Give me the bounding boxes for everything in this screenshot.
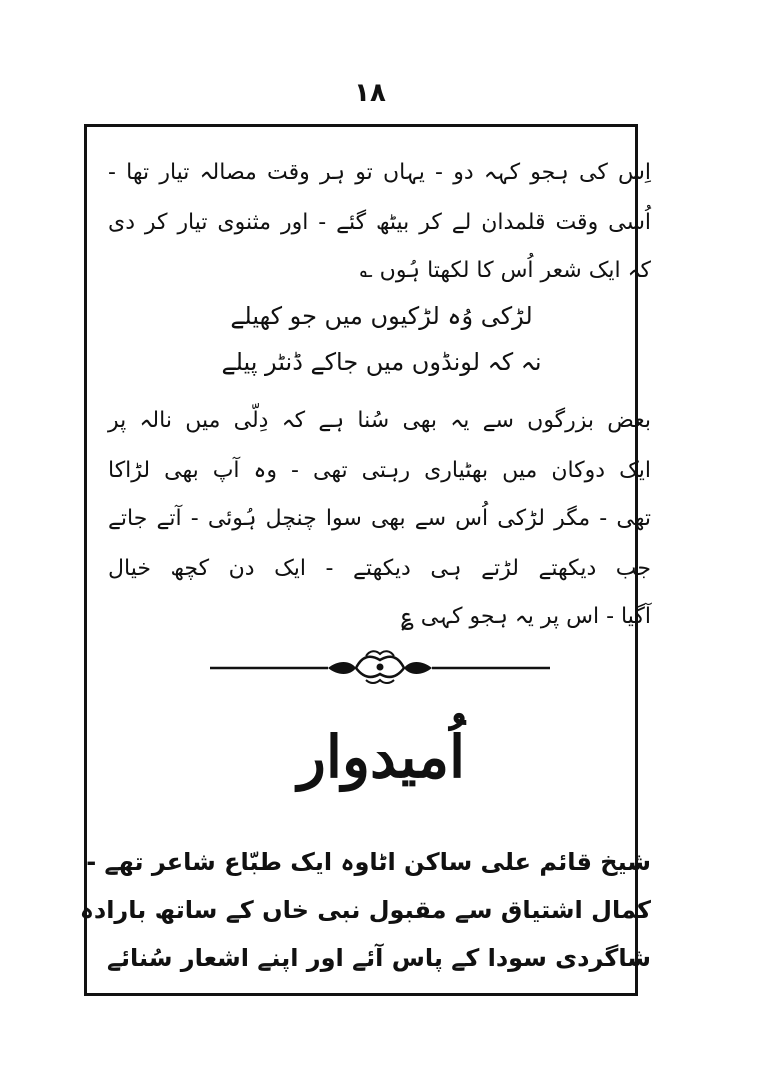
body-line: بعض بزرگوں سے یہ بھی سُنا ہے کہ دِلّی میں نالہ پر (108, 408, 651, 433)
body-line: جب دیکھتے لڑتے ہی دیکھتے - ایک دن کچھ خیال (108, 556, 651, 581)
page-number: ۱۸ (354, 78, 386, 108)
section-line: شیخ قائم علی ساکن اٹاوہ ایک طبّاع شاعر تھے - (86, 848, 651, 876)
body-line: اِس کی ہجو کہہ دو - یہاں تو ہر وقت مصالہ تیار تھا - (108, 160, 651, 185)
body-line: ایک دوکان میں بھٹیاری رہتی تھی - وہ آپ بھی لڑاکا (108, 458, 651, 483)
ornament-divider (210, 646, 550, 686)
verse-line: لڑکی وُہ لڑکیوں میں جو کھیلے (230, 302, 533, 330)
body-line: آگیا - اس پر یہ ہجو کہی ؏ (400, 604, 651, 629)
verse-line: نہ کہ لونڈوں میں جاکے ڈنٹر پیلے (221, 348, 542, 376)
body-line: تھی - مگر لڑکی اُس سے بھی سوا چنچل ہُوئی - آتے جاتے (108, 506, 651, 531)
section-line: کمال اشتیاق سے مقبول نبی خاں کے ساتھ بارادہ (79, 896, 651, 924)
body-line: اُسی وقت قلمدان لے کر بیٹھ گئے - اور مثنوی تیار کر دی (108, 210, 651, 235)
section-heading: اُمیدوار (297, 723, 466, 791)
body-line: کہ ایک شعر اُس کا لکھتا ہُوں ؎ (359, 258, 651, 283)
section-line: شاگردی سودا کے پاس آئے اور اپنے اشعار سُنائے (106, 944, 651, 972)
